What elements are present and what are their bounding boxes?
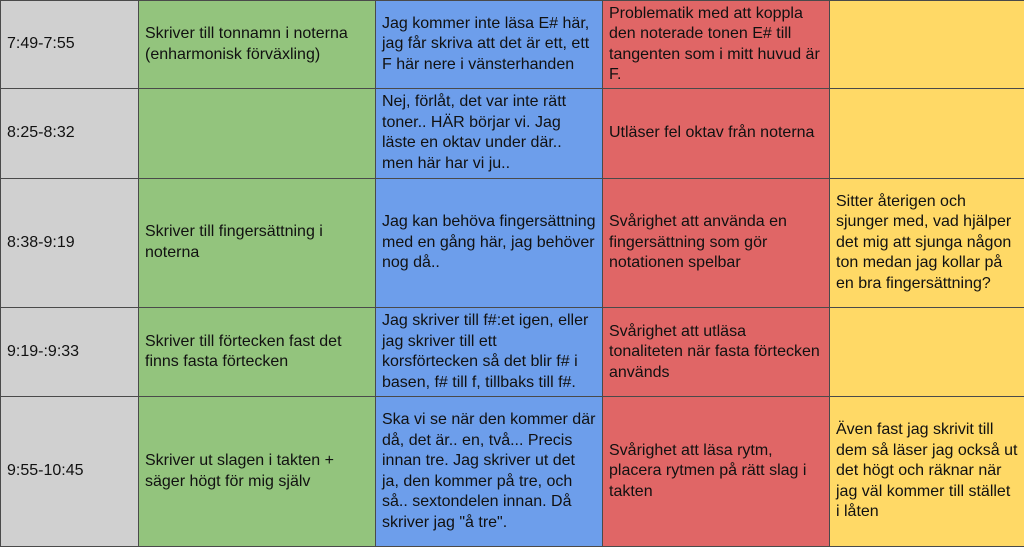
time-cell: 8:38-9:19 (1, 178, 139, 307)
problem-cell: Svårighet att använda en fingersättning som gör notationen spelbar (603, 178, 830, 307)
problem-cell: Svårighet att läsa rytm, placera rytmen på rätt slag i takten (603, 397, 830, 547)
comment-cell: Även fast jag skrivit till dem så läser jag också ut det högt och räknar när jag väl kommer till stället i låten (830, 397, 1024, 547)
action-cell: Skriver ut slagen i takten + säger högt för mig själv (139, 397, 376, 547)
time-cell: 8:25-8:32 (1, 89, 139, 178)
comment-cell: Sitter återigen och sjunger med, vad hjälper det mig att sjunga någon ton medan jag kollar på en bra fingersättning? (830, 178, 1024, 307)
time-cell: 7:49-7:55 (1, 1, 139, 89)
action-cell: Skriver till fingersättning i noterna (139, 178, 376, 307)
action-cell: Skriver till tonnamn i noterna (enharmonisk förväxling) (139, 1, 376, 89)
quote-cell: Jag kommer inte läsa E# här, jag får skriva att det är ett, ett F här nere i vänsterhanden (376, 1, 603, 89)
action-cell (139, 89, 376, 178)
table-row (1, 1, 1024, 89)
time-cell: 9:19-:9:33 (1, 308, 139, 397)
comment-cell (830, 308, 1024, 397)
quote-cell: Jag kan behöva fingersättning med en gång här, jag behöver nog då.. (376, 178, 603, 307)
action-cell: Skriver till förtecken fast det finns fasta förtecken (139, 308, 376, 397)
table-row (1, 397, 1024, 547)
comment-cell (830, 89, 1024, 178)
problem-cell: Utläser fel oktav från noterna (603, 89, 830, 178)
table-row (1, 178, 1024, 307)
table-row (1, 89, 1024, 178)
time-cell: 9:55-10:45 (1, 397, 139, 547)
problem-cell: Problematik med att koppla den noterade tonen E# till tangenten som i mitt huvud är F. (603, 1, 830, 89)
quote-cell: Ska vi se när den kommer där då, det är.. en, två... Precis innan tre. Jag skriver ut det ja, den kommer på tre, och så.. sextondelen innan. Då skriver jag "å tre". (376, 397, 603, 547)
quote-cell: Nej, förlåt, det var inte rätt toner.. HÄR börjar vi. Jag läste en oktav under där.. men här har vi ju.. (376, 89, 603, 178)
problem-cell: Svårighet att utläsa tonaliteten när fasta förtecken används (603, 308, 830, 397)
quote-cell: Jag skriver till f#:et igen, eller jag skriver till ett korsförtecken så det blir f# i basen, f# till f, tillbaks till f#. (376, 308, 603, 397)
table-row (1, 308, 1024, 397)
comment-cell (830, 1, 1024, 89)
